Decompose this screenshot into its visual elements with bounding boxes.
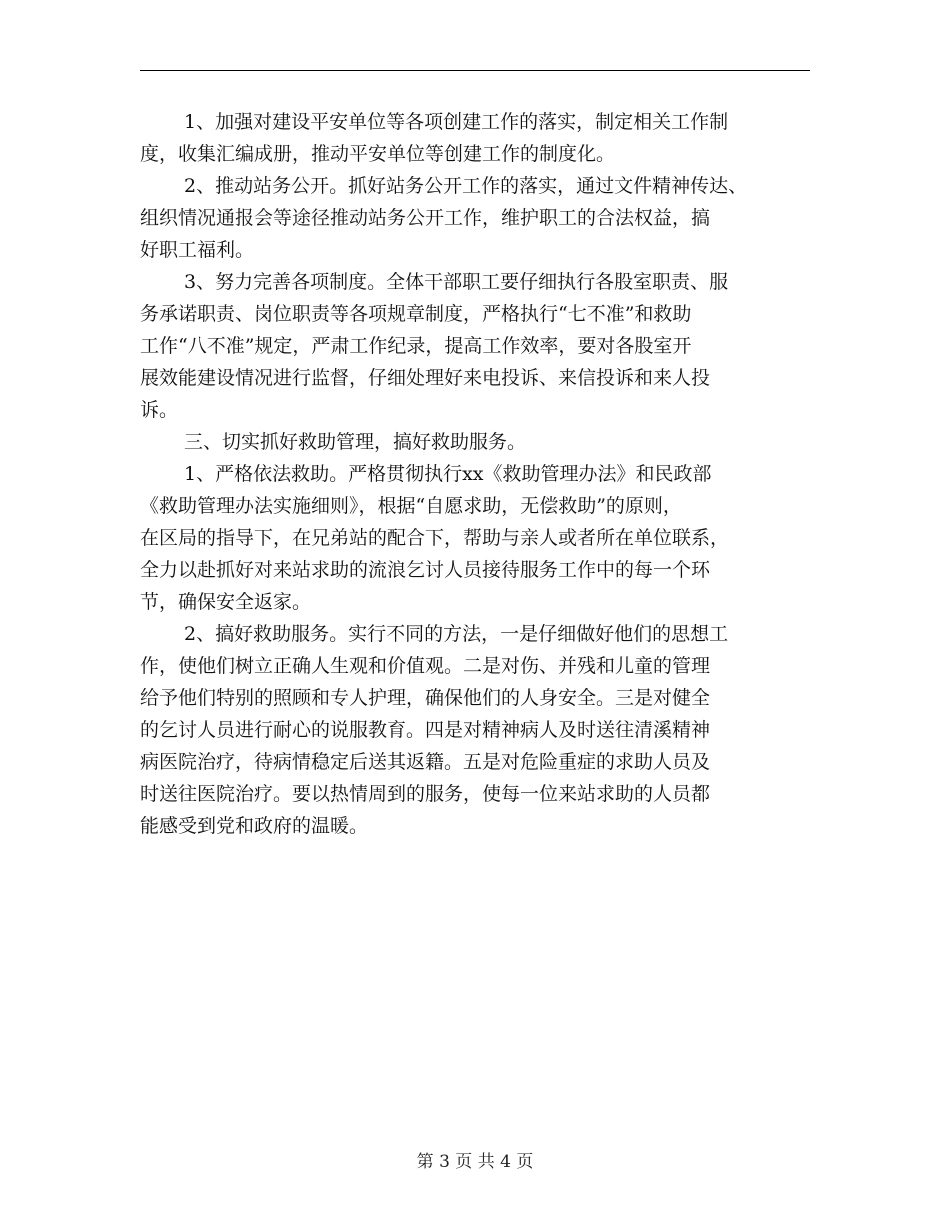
paragraph-line: 诉。	[140, 399, 179, 421]
paragraph-line: 2、推动站务公开。抓好站务公开工作的落实，通过文件精神传达、	[184, 175, 748, 197]
paragraph-line: 度，收集汇编成册，推动平安单位等创建工作的制度化。	[140, 143, 616, 165]
paragraph-line: 时送往医院治疗。要以热情周到的服务，使每一位来站求助的人员都	[140, 783, 711, 805]
paragraph-line: 病医院治疗，待病情稳定后送其返籍。五是对危险重症的求助人员及	[140, 751, 711, 773]
paragraph-line: 在区局的指导下，在兄弟站的配合下，帮助与亲人或者所在单位联系，	[140, 527, 730, 549]
paragraph	[140, 458, 812, 618]
paragraph-line: 《救助管理办法实施细则》，根据“自愿求助，无偿救助”的原则，	[140, 495, 682, 517]
document-body	[140, 106, 812, 842]
paragraph-line: 好职工福利。	[140, 239, 255, 261]
paragraph-line: 的乞讨人员进行耐心的说服教育。四是对精神病人及时送往清溪精神	[140, 719, 711, 741]
section-heading-line: 三、切实抓好救助管理，搞好救助服务。	[184, 431, 527, 453]
paragraph	[140, 106, 812, 170]
paragraph-line: 展效能建设情况进行监督，仔细处理好来电投诉、来信投诉和来人投	[140, 367, 711, 389]
paragraph-line: 3、努力完善各项制度。全体干部职工要仔细执行各股室职责、服	[184, 271, 729, 293]
paragraph-line: 节，确保安全返家。	[140, 591, 312, 613]
paragraph-line: 务承诺职责、岗位职责等各项规章制度，严格执行“七不准”和救助	[140, 303, 692, 325]
page-number-footer: 第 3 页 共 4 页	[416, 1152, 534, 1172]
paragraph-line: 能感受到党和政府的温暖。	[140, 815, 369, 837]
paragraph	[140, 618, 812, 842]
paragraph-line: 1、加强对建设平安单位等各项创建工作的落实，制定相关工作制	[184, 111, 729, 133]
header-rule	[140, 70, 810, 71]
paragraph-line: 工作“八不准”规定，严肃工作纪录，提高工作效率，要对各股室开	[140, 335, 692, 357]
paragraph-line: 给予他们特别的照顾和专人护理，确保他们的人身安全。三是对健全	[140, 687, 711, 709]
paragraph	[140, 170, 812, 266]
paragraph-line: 作，使他们树立正确人生观和价值观。二是对伤、并残和儿童的管理	[140, 655, 711, 677]
paragraph-line: 全力以赴抓好对来站求助的流浪乞讨人员接待服务工作中的每一个环	[140, 559, 711, 581]
paragraph-line: 组织情况通报会等途径推动站务公开工作，维护职工的合法权益，搞	[140, 207, 711, 229]
paragraph-line: 2、搞好救助服务。实行不同的方法，一是仔细做好他们的思想工	[184, 623, 729, 645]
paragraph	[140, 266, 812, 426]
section-heading	[140, 426, 812, 458]
paragraph-line: 1、严格依法救助。严格贯彻执行xx《救助管理办法》和民政部	[184, 463, 712, 485]
